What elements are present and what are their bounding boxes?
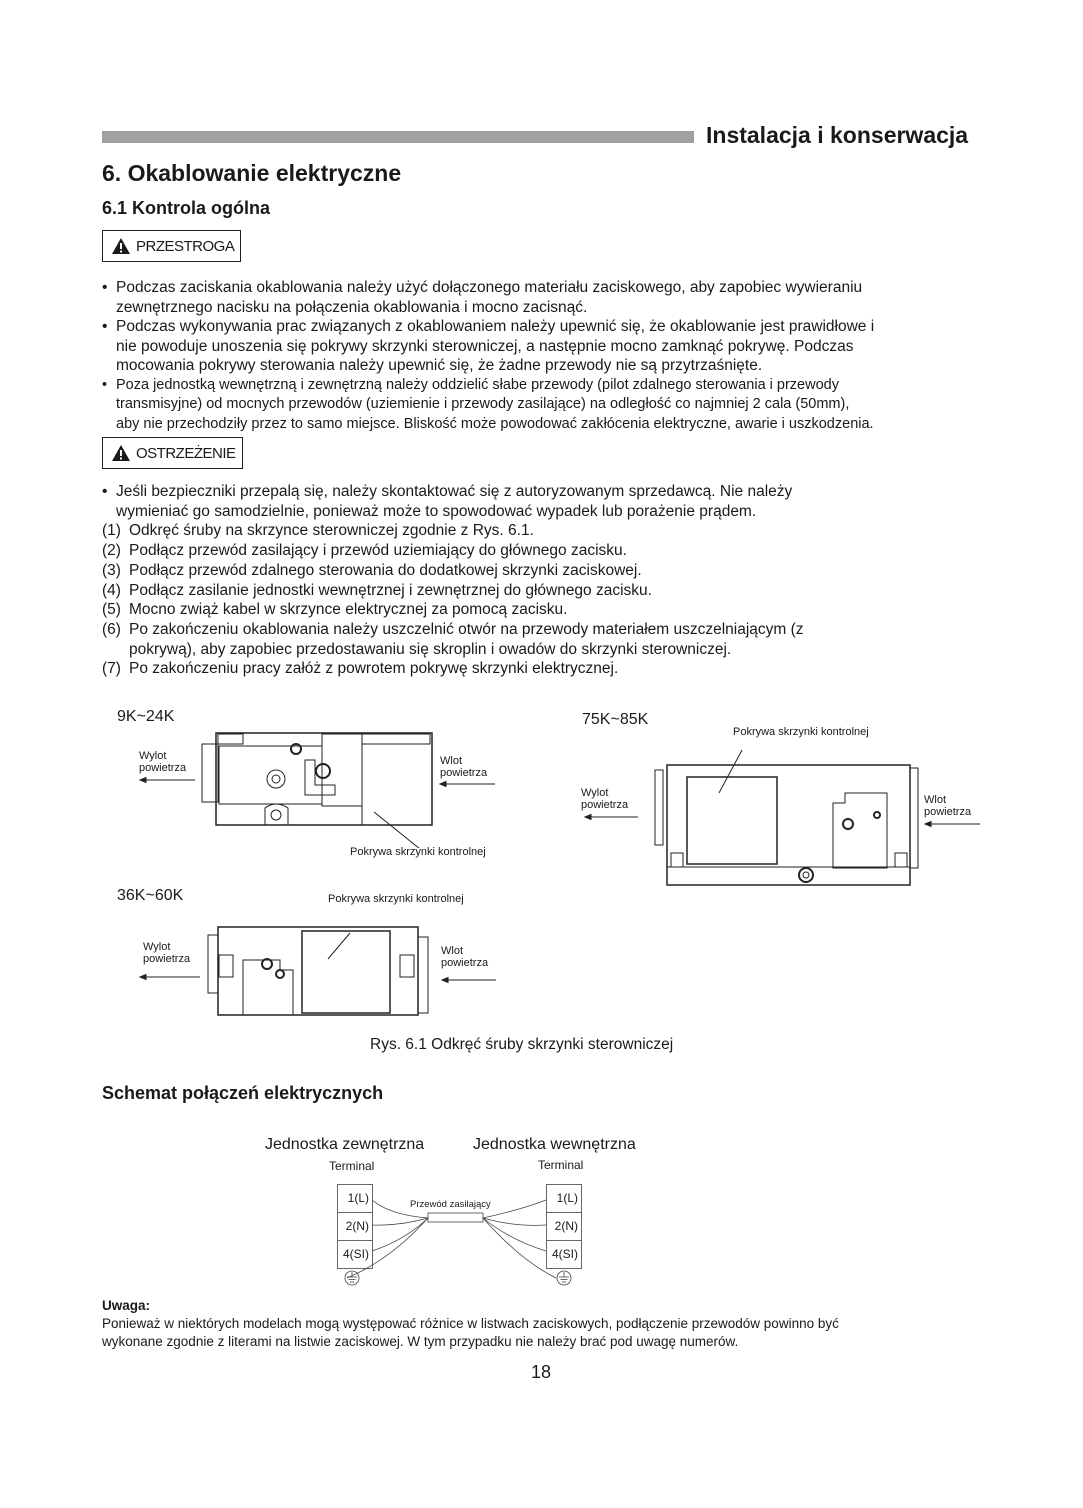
figure-caption: Rys. 6.1 Odkręć śruby skrzynki sterowniczej [370,1036,674,1053]
caution-list [102,278,992,434]
note-title: Uwaga: [102,1298,151,1313]
warning-label: OSTRZEŻENIE [136,444,236,462]
unit-drawing-9k-24k [130,728,500,848]
chapter-title: 6. Okablowanie elektryczne [102,160,402,186]
caution-bullet: • Podczas wykonywania prac związanych z okablowaniem należy upewnić się, że okablowanie jest prawidłowe i nie powoduje unoszenia się pokrywy skrzynki sterowniczej, a następnie mocno zamknąć pokrywę. Podczas mocowania pokrywy sterowania należy upewnić się, że żadne przewody nie są przytrzaśnięte. [102,317,992,376]
indoor-terminal-label: Terminal [538,1158,584,1172]
outdoor-unit-title: Jednostka zewnętrzna [265,1136,425,1153]
outdoor-terminal-label: Terminal [329,1159,375,1173]
control-box-cover-label: Pokrywa skrzynki kontrolnej [733,726,869,738]
step-item: (3) Podłącz przewód zdalnego sterowania do dodatkowej skrzynki zaciskowej. [102,561,642,579]
wiring-title: Schemat połączeń elektrycznych [102,1083,384,1103]
step-item: (4) Podłącz zasilanie jednostki wewnętrznej i zewnętrznej do głównego zacisku. [102,581,652,599]
page-number: 18 [531,1362,552,1382]
indoor-terminal-1L: 1(L) [547,1185,581,1213]
step-item: (5) Mocno zwiąż kabel w skrzynce elektrycznej za pomocą zacisku. [102,601,568,619]
indoor-terminal-4SI: 4(SI) [551,1247,578,1261]
unit-drawing-36k-60k [130,905,500,1020]
air-outlet-label: Wylot powietrza [143,941,191,965]
outdoor-terminal-2N: 2(N) [338,1213,372,1241]
warning-triangle-icon [111,237,131,255]
warning-bullet: • Jeśli bezpieczniki przepalą się, należy skontaktować się z autoryzowanym sprzedawcą. Nie należy wymieniać go samodzielnie, ponieważ może to spowodować wypadek lub porażenie prądem. [102,482,992,521]
step-item: (2) Podłącz przewód zasilający i przewód uziemiający do głównego zacisku. [102,542,627,560]
caution-badge [102,230,241,262]
model-label-36k-60k: 36K~60K [117,887,184,904]
warning-list [102,482,992,679]
chapter-subtitle: 6.1 Kontrola ogólna [102,198,271,218]
air-outlet-label: Wylot powietrza [139,750,187,774]
model-label-9k-24k: 9K~24K [117,708,175,725]
air-inlet-label: Wlot powietrza [440,755,488,779]
warning-triangle-icon [111,444,131,462]
outdoor-terminal-4SI: 4(SI) [342,1247,369,1261]
power-cable-label: Przewód zasilający [410,1199,491,1210]
ground-icon [344,1270,360,1286]
indoor-terminal-2N: 2(N) [547,1213,581,1241]
control-box-cover-label: Pokrywa skrzynki kontrolnej [328,893,464,905]
header-rule [102,131,694,143]
air-outlet-label: Wylot powietrza [581,787,629,811]
step-item: (1) Odkręć śruby na skrzynce sterowniczej zgodnie z Rys. 6.1. [102,522,534,540]
caution-bullet: • Podczas zaciskania okablowania należy użyć dołączonego materiału zaciskowego, aby zapobiec wywieraniu zewnętrznego nacisku na połączenia okablowania i mocno zacisnąć. [102,278,992,317]
section-header-title: Instalacja i konserwacja [706,122,969,148]
step-item: (7) Po zakończeniu pracy załóż z powrotem pokrywę skrzynki elektrycznej. [102,660,619,678]
ground-icon [556,1270,572,1286]
warning-badge [102,437,243,469]
wiring-lines [330,1180,590,1290]
unit-drawing-75k-85k [575,740,985,890]
outdoor-terminal-1L: 1(L) [338,1185,372,1213]
caution-label: PRZESTROGA [136,237,235,255]
note-text: Ponieważ w niektórych modelach mogą występować różnice w listwach zaciskowych, podłączenie przewodów powinno być wykonane zgodnie z literami na listwie zaciskowej. W tym przypadku nie należy brać pod uwagę numerów. [102,1316,839,1349]
step-item: (6) Po zakończeniu okablowania należy uszczelnić otwór na przewody materiałem uszczelniającym (z pokrywą), aby zapobiec przedostawaniu się skroplin i owadów do skrzynki sterowniczej. [102,620,804,658]
control-box-cover-label: Pokrywa skrzynki kontrolnej [350,846,486,858]
indoor-unit-title: Jednostka wewnętrzna [473,1136,636,1153]
air-inlet-label: Wlot powietrza [924,794,972,818]
caution-bullet: • Poza jednostką wewnętrzną i zewnętrzną należy oddzielić słabe przewody (pilot zdalnego sterowania i przewody transmisyjne) od mocnych przewodów (uziemienie i przewody zasilające) na odległość co najmniej 2 cala (50mm), aby nie przechodziły przez to samo miejsce. Bliskość może powodować zakłócenia elektryczne, awarie i uszkodzenia. [102,376,992,435]
model-label-75k-85k: 75K~85K [582,711,649,728]
air-inlet-label: Wlot powietrza [441,945,489,969]
